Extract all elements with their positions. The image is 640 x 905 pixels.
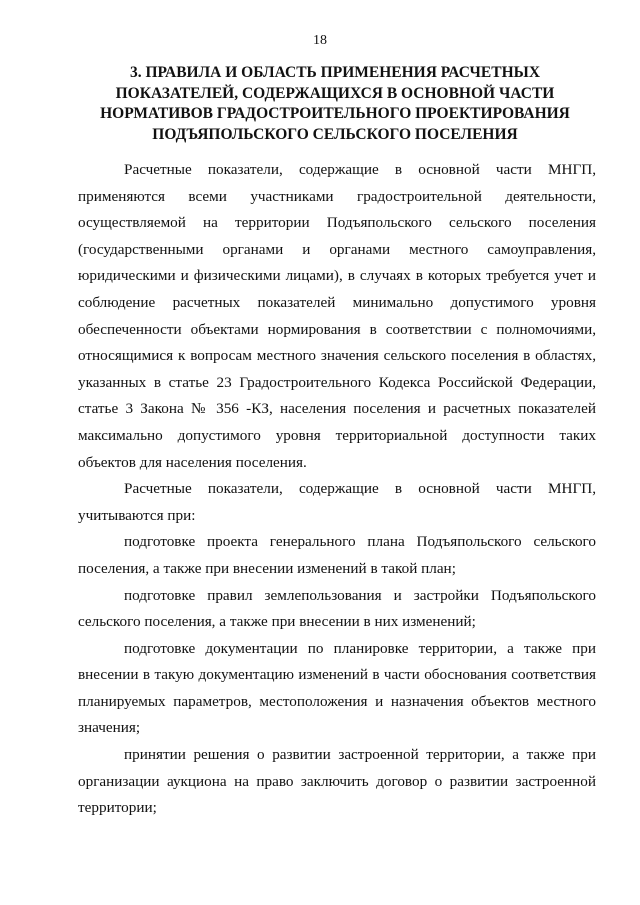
paragraph: Расчетные показатели, содержащие в основной части МНГП, применяются всеми участниками градостроительной деятельности, осуществляемой на территории Подъяпольского сельского поселения (государственными органами и органами местного самоуправления, юридическими и физическими лицами), в случаях в которых требуется учет и соблюдение расчетных показателей минимально допустимого уровня обеспеченности объектами нормирования в соответствии с полномочиями, относящимися к вопросам местного значения сельского поселения в областях, указанных в статье 23 Градостроительного Кодекса Российской Федерации, статье 3 Закона № 356 -КЗ, населения поселения и расчетных показателей максимально допустимого уровня территориальной доступности таких объектов для населения поселения. [78,161,596,471]
list-item-paragraph: подготовке документации по планировке территории, а также при внесении в такую документацию изменений в части обоснования соответствия планируемых параметров, местоположения и назначения объектов местного значения; [78,639,596,737]
list-item-paragraph: подготовке правил землепользования и застройки Подъяпольского сельского поселения, а также при внесении в них изменений; [78,586,596,631]
body-text [78,157,596,822]
page-number: 18 [313,33,327,48]
paragraph: Расчетные показатели, содержащие в основной части МНГП, учитываются при: [78,480,596,524]
section-heading: 3. ПРАВИЛА И ОБЛАСТЬ ПРИМЕНЕНИЯ РАСЧЕТНЫХ ПОКАЗАТЕЛЕЙ, СОДЕРЖАЩИХСЯ В ОСНОВНОЙ ЧАСТИ НОРМАТИВОВ ГРАДОСТРОИТЕЛЬНОГО ПРОЕКТИРОВАНИЯ ПОДЪЯПОЛЬСКОГО СЕЛЬСКОГО ПОСЕЛЕНИЯ [100,64,570,143]
list-item-paragraph: принятии решения о развитии застроенной территории, а также при организации аукциона на право заключить договор о развитии застроенной территории; [78,746,596,817]
list-item-paragraph: подготовке проекта генерального плана Подъяпольского сельского поселения, а также при внесении изменений в такой план; [78,533,596,577]
